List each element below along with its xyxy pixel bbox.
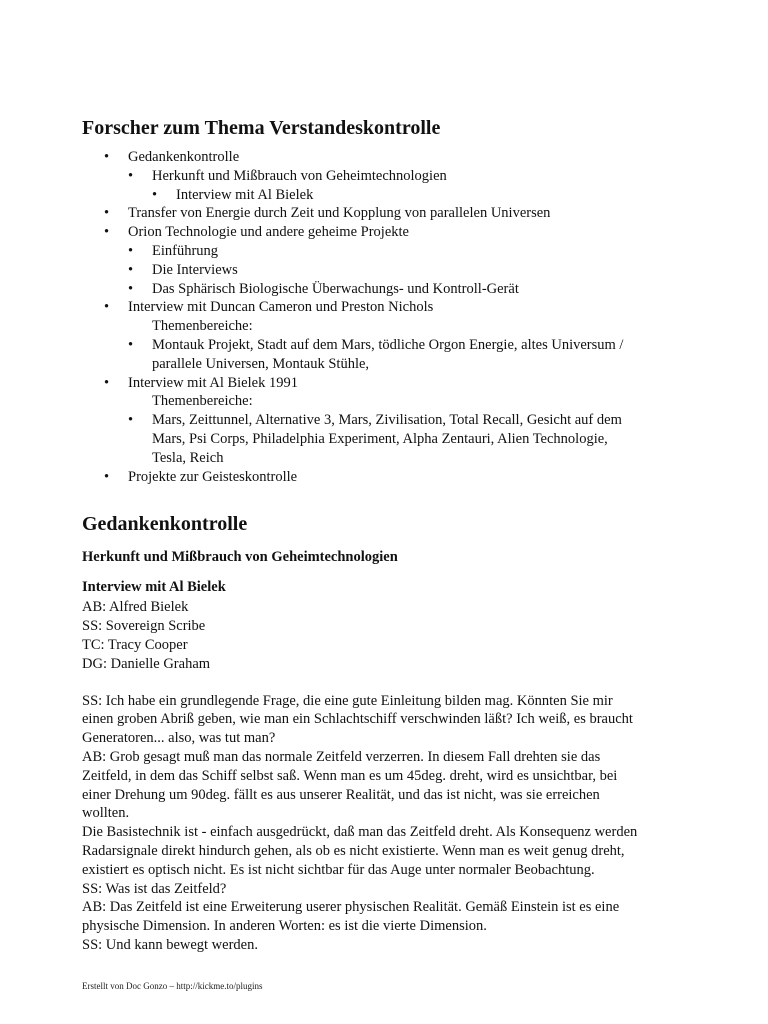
bullet-icon: •: [104, 224, 110, 241]
toc-subitem: [128, 336, 692, 374]
toc-sublist: [128, 242, 692, 298]
bullet-icon: •: [104, 299, 110, 316]
toc-item-label: Transfer von Energie durch Zeit und Kopplung von parallelen Universen: [128, 205, 551, 222]
bullet-icon: •: [152, 186, 158, 203]
toc-subitem: [128, 411, 692, 467]
section-subsubtitle: Interview mit Al Bielek: [82, 579, 226, 596]
body-line: physische Dimension. In anderen Worten: es ist die vierte Dimension.: [82, 918, 487, 935]
toc-subitem[interactable]: [128, 261, 692, 280]
bullet-icon: •: [104, 468, 110, 485]
toc-sublist: [128, 167, 692, 205]
toc-item-label: Interview mit Duncan Cameron und Preston Nichols: [128, 299, 434, 316]
toc-subsublist: [152, 186, 692, 205]
speaker-line: SS: Sovereign Scribe: [82, 618, 206, 635]
bullet-icon: •: [104, 149, 110, 165]
toc-subitem-label: Herkunft und Mißbrauch von Geheimtechnologien: [152, 167, 447, 184]
toc-item[interactable]: [104, 148, 692, 204]
body-line: AB: Grob gesagt muß man das normale Zeitfeld verzerren. In diesem Fall drehten sie das: [82, 748, 601, 765]
body-line: Die Basistechnik ist - einfach ausgedrückt, daß man das Zeitfeld dreht. Als Konsequenz werden: [82, 824, 638, 841]
speaker-line: DG: Danielle Graham: [82, 655, 211, 672]
toc-item-label: Interview mit Al Bielek 1991: [128, 374, 298, 391]
page-title: Forscher zum Thema Verstandeskontrolle: [82, 117, 441, 139]
interview-body: [82, 692, 692, 955]
toc-subsubitem[interactable]: [152, 186, 692, 205]
body-line: SS: Und kann bewegt werden.: [82, 936, 258, 953]
speaker-list: [82, 598, 692, 673]
speaker-line: TC: Tracy Cooper: [82, 636, 188, 653]
bullet-icon: •: [104, 374, 110, 391]
toc-sublist: [128, 336, 692, 374]
bullet-icon: •: [128, 412, 134, 429]
body-line: SS: Was ist das Zeitfeld?: [82, 880, 227, 897]
body-line: existiert es optisch nicht. Es ist nicht sichtbar für das Auge unter normaler Beobachtung.: [82, 861, 595, 878]
topic-line: Montauk Projekt, Stadt auf dem Mars, tödliche Orgon Energie, altes Universum /: [152, 336, 624, 353]
toc-item[interactable]: [104, 204, 692, 223]
body-line: Generatoren... also, was tut man?: [82, 730, 276, 747]
bullet-icon: •: [104, 205, 110, 222]
table-of-contents: [82, 148, 692, 486]
topic-line: Tesla, Reich: [152, 449, 224, 466]
toc-item[interactable]: [104, 374, 692, 468]
bullet-icon: •: [128, 261, 134, 278]
body-line: Radarsignale direkt hindurch gehen, als ob es nicht existierte. Wenn man es weit genug dreht,: [82, 842, 625, 859]
toc-item[interactable]: [104, 223, 692, 298]
section-title: Gedankenkontrolle: [82, 513, 248, 536]
toc-item-label: Orion Technologie und andere geheime Projekte: [128, 224, 409, 241]
toc-subsubitem-label: Interview mit Al Bielek: [176, 186, 314, 203]
toc-item-label: Projekte zur Geisteskontrolle: [128, 468, 298, 485]
body-line: Zeitfeld, in dem das Schiff selbst saß. Wenn man es um 45deg. dreht, wird es unsichtbar, bei: [82, 767, 618, 784]
toc-subitem-label: Einführung: [152, 242, 219, 259]
topics-label: Themenbereiche:: [152, 318, 253, 335]
topic-line: Mars, Zeittunnel, Alternative 3, Mars, Zivilisation, Total Recall, Gesicht auf dem: [152, 412, 622, 429]
bullet-icon: •: [128, 336, 134, 353]
page-footer: Erstellt von Doc Gonzo – http://kickme.to/plugins: [82, 981, 263, 991]
topic-line: parallele Universen, Montauk Stühle,: [152, 355, 370, 372]
body-line: wollten.: [82, 805, 130, 822]
body-line: AB: Das Zeitfeld ist eine Erweiterung userer physischen Realität. Gemäß Einstein ist es eine: [82, 899, 620, 916]
body-line: SS: Ich habe ein grundlegende Frage, die eine gute Einleitung bilden mag. Könnten Sie mir: [82, 692, 613, 709]
bullet-icon: •: [128, 167, 134, 184]
toc-sublist: [128, 411, 692, 467]
body-line: einer Drehung um 90deg. fällt es aus unserer Realität, und das ist nicht, was sie erreichen: [82, 786, 600, 803]
toc-subitem-label: Das Sphärisch Biologische Überwachungs- und Kontroll-Gerät: [152, 280, 519, 297]
speaker-line: AB: Alfred Bielek: [82, 599, 189, 616]
bullet-icon: •: [128, 280, 134, 297]
toc-subitem[interactable]: [128, 167, 692, 205]
toc-subitem[interactable]: [128, 242, 692, 261]
body-line: einen groben Abriß geben, wie man ein Schlachtschiff verschwinden läßt? Ich weiß, es braucht: [82, 711, 633, 728]
document-content: [82, 116, 692, 955]
toc-item[interactable]: [104, 298, 692, 373]
topics-label: Themenbereiche:: [152, 393, 253, 410]
toc-subitem-label: Die Interviews: [152, 261, 238, 278]
section-subtitle: Herkunft und Mißbrauch von Geheimtechnologien: [82, 549, 398, 566]
toc-subitem[interactable]: [128, 280, 692, 299]
bullet-icon: •: [128, 242, 134, 259]
toc-item[interactable]: [104, 468, 692, 487]
topic-line: Mars, Psi Corps, Philadelphia Experiment, Alpha Zentauri, Alien Technologie,: [152, 430, 608, 447]
toc-item-label: Gedankenkontrolle: [128, 149, 240, 165]
